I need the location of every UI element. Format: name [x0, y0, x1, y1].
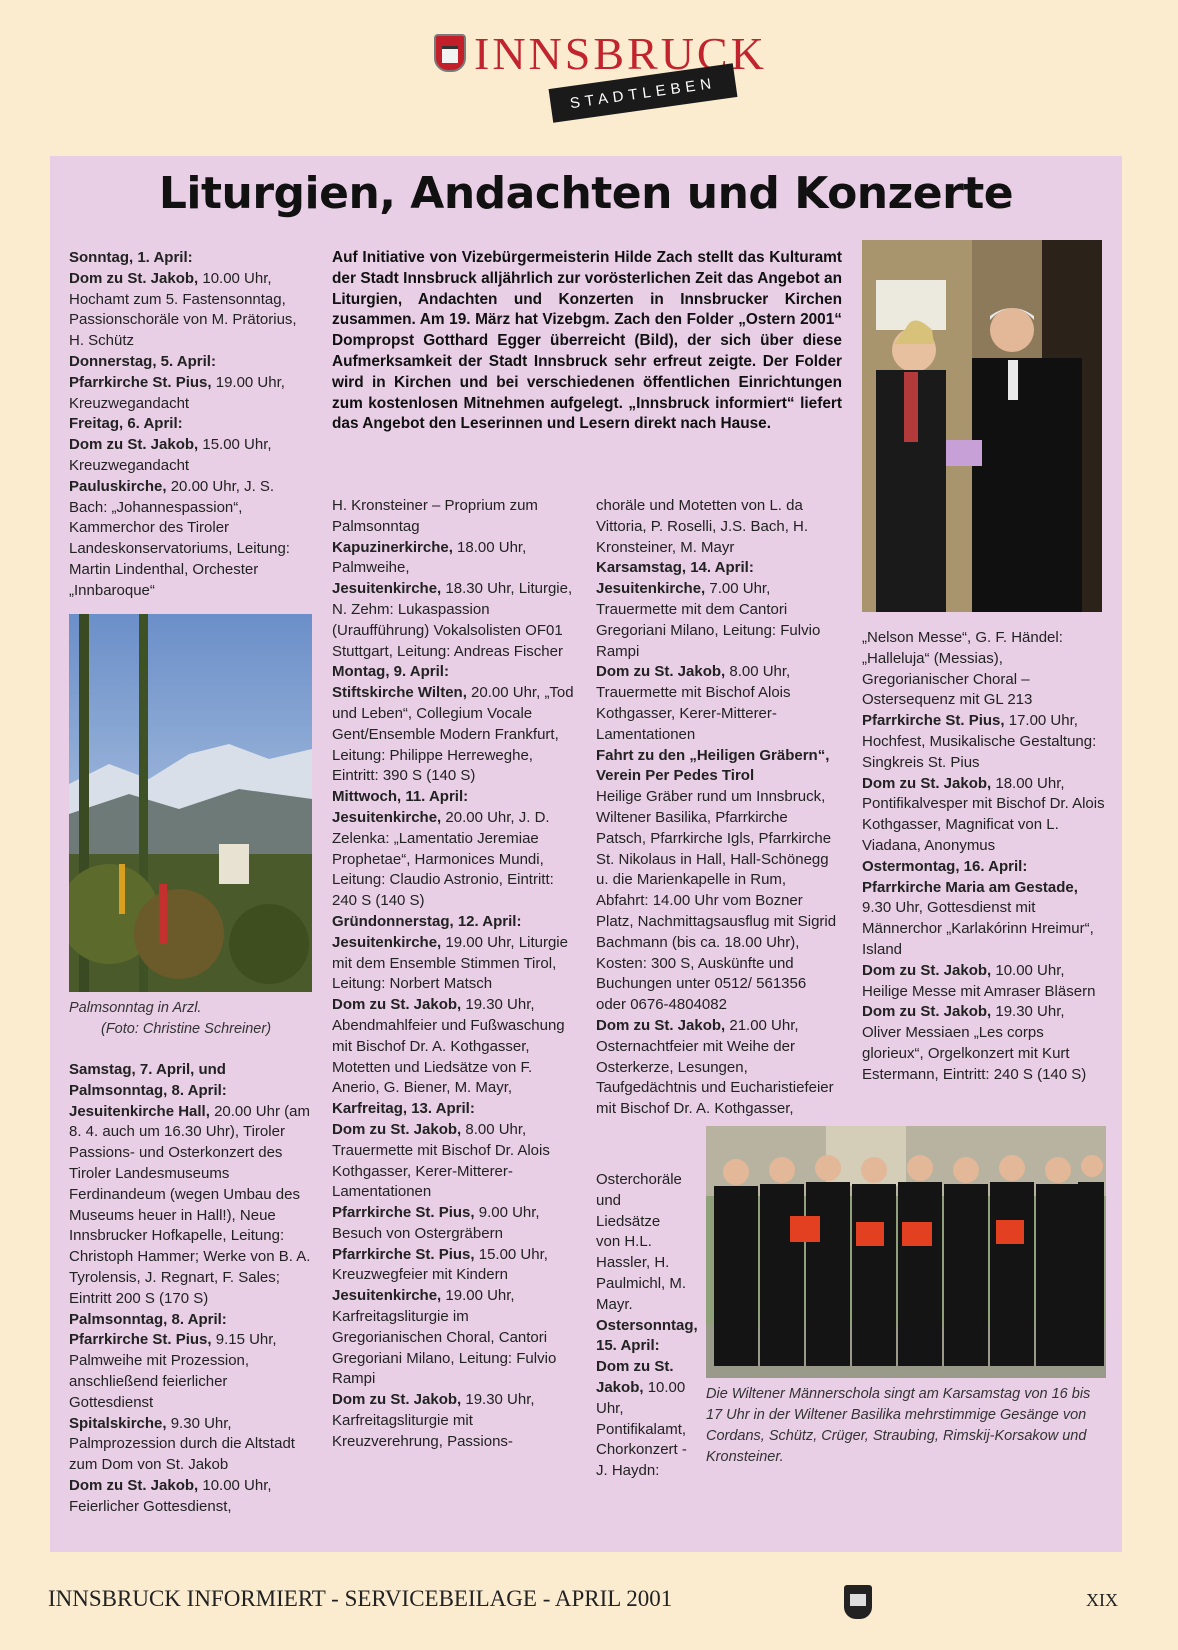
event-details: 19.30 Uhr, Oliver Messiaen „Les corps glorieux“, Orgelkonzert mit Kurt Estermann, Eintritt: 240 S (140 S)	[862, 1003, 1087, 1083]
event-entry	[332, 1203, 576, 1245]
innsbruck-crest-icon	[434, 34, 466, 72]
event-venue: Pfarrkirche St. Pius,	[69, 1331, 212, 1349]
event-entry	[69, 1060, 314, 1102]
event-entry	[596, 746, 840, 788]
event-venue: Dom zu St. Jakob,	[332, 1120, 462, 1138]
event-date: Sonntag, 1. April:	[69, 249, 193, 266]
event-details: 20.00 Uhr, „Tod und Leben“, Collegium Vocale Gent/Ensemble Modern Frankfurt, Leitung: Philippe Herreweghe, Eintritt: 390 S (140 S)	[332, 684, 574, 785]
event-details: Osterchoräle und Liedsätze von H.L. Hassler, H. Paulmichl, M. Mayr.	[596, 1171, 687, 1313]
event-entry	[332, 538, 576, 580]
event-details: 18.00 Uhr, Pontifikalvesper mit Bischof Dr. Alois Kothgasser, Magnificat von L. Viadana, Anonymus	[862, 774, 1105, 854]
event-entry	[332, 496, 576, 538]
palm-sunday-image-icon	[69, 614, 312, 992]
event-venue: Jesuitenkirche,	[332, 808, 442, 826]
event-entry	[862, 878, 1106, 961]
choir-image-icon	[706, 1126, 1106, 1378]
event-venue: Dom zu St. Jakob,	[596, 663, 726, 681]
event-date: Gründonnerstag, 12. April:	[332, 912, 522, 930]
event-entry	[332, 662, 576, 683]
event-venue: Dom zu St. Jakob,	[862, 961, 992, 979]
event-venue: Dom zu St. Jakob,	[862, 774, 992, 792]
event-details: 15.00 Uhr, Kreuzwegfeier mit Kindern	[332, 1245, 548, 1284]
column-3-narrow	[596, 1170, 698, 1482]
event-entry	[69, 269, 314, 352]
event-entry	[596, 1316, 698, 1358]
palm-sunday-caption	[69, 998, 314, 1040]
event-entry	[69, 414, 314, 435]
choir-caption: Die Wiltener Männerschola singt am Karsamstag von 16 bis 17 Uhr in der Wiltener Basilika mehrstimmige Gesänge von Cordans, Schütz, Crüger, Straubing, Rimskij-Korsakow und Kronsteiner.	[706, 1386, 1091, 1465]
event-entry	[69, 1330, 314, 1413]
event-date: Donnerstag, 5. April:	[69, 352, 216, 370]
event-details: 9.00 Uhr, Besuch von Ostergräbern	[332, 1204, 540, 1242]
article-headline: Liturgien, Andachten und Konzerte	[158, 168, 1014, 219]
event-venue: Pfarrkirche St. Pius,	[332, 1245, 475, 1263]
event-details: 19.00 Uhr, Karfreitagsliturgie im Gregorianischen Choral, Cantori Gregoriani Milano, Leitung: Fulvio Rampi	[332, 1287, 557, 1388]
event-entry	[596, 496, 840, 558]
event-details: 19.30 Uhr, Abendmahlfeier und Fußwaschung mit Bischof Dr. A. Kothgasser, Motetten und Liedsätze von F. Anerio, G. Biener, M. Mayr,	[332, 996, 565, 1097]
column-1-bottom	[69, 1060, 314, 1518]
event-details: 8.00 Uhr, Trauermette mit Bischof Alois Kothgasser, Kerer-Mitterer-Lamentationen	[596, 663, 791, 743]
event-entry	[596, 558, 840, 579]
event-venue: Kapuzinerkirche,	[332, 538, 453, 556]
event-venue: Jesuitenkirche,	[332, 1287, 442, 1305]
palm-caption-line-2: (Foto: Christine Schreiner)	[101, 1021, 272, 1037]
intro-paragraph: Auf Initiative von Vizebürgermeisterin Hilde Zach stellt das Kulturamt der Stadt Innsbruck alljährlich zur vorösterlichen Zeit das Angebot an Liturgien, Andachten und Konzerten in Innsbrucker Kirchen zusammen. Am 19. März hat Vizebgm. Zach den Folder „Ostern 2001“ Dompropst Gotthard Egger überreicht (Bild), der sich über diese Aufmerksamkeit der Stadt Innsbruck sehr erfreut zeigte. Der Folder wird in Kirchen und bei verschiedenen öffentlichen Einrichtungen zum kostenlosen Mitnehmen aufgelegt. „Innsbruck informiert“ liefert das Angebot den Leserinnen und Lesern direkt nach Hause.	[332, 249, 842, 433]
event-entry	[596, 787, 840, 1016]
event-venue: Dom zu St. Jakob,	[69, 1476, 199, 1494]
event-venue: Pfarrkirche St. Pius,	[862, 712, 1005, 730]
column-3-top	[596, 496, 840, 1120]
event-venue: Dom zu St. Jakob,	[596, 1358, 674, 1396]
event-venue: Dom zu St. Jakob,	[596, 1016, 726, 1034]
brand-title: INNSBRUCK	[474, 28, 767, 79]
event-entry	[332, 787, 576, 808]
event-details: 19.00 Uhr, Kreuzwegandacht	[69, 373, 285, 412]
event-date: Karfreitag, 13. April:	[332, 1100, 475, 1118]
event-entry	[332, 683, 576, 787]
column-2	[332, 496, 576, 1453]
event-entry	[332, 808, 576, 912]
event-venue: Pfarrkirche St. Pius,	[332, 1204, 475, 1222]
event-entry	[596, 1170, 688, 1316]
folder-handover-image-icon	[862, 240, 1102, 612]
event-date: Ostersonntag, 15. April:	[596, 1316, 698, 1355]
event-details: 9.30 Uhr, Palmprozession durch die Altstadt zum Dom von St. Jakob	[69, 1414, 295, 1474]
folder-handover-photo	[862, 240, 1102, 612]
event-entry	[69, 248, 314, 269]
choir-photo	[706, 1126, 1106, 1378]
event-venue: Jesuitenkirche,	[596, 580, 706, 598]
event-details: 10.00 Uhr, Heilige Messe mit Amraser Bläsern	[862, 961, 1096, 1000]
event-entry	[332, 1390, 576, 1452]
event-entry	[332, 1286, 576, 1390]
event-details: 21.00 Uhr, Osternachtfeier mit Weihe der Osterkerze, Lesungen, Taufgedächtnis und Eucharistiefeier mit Bischof Dr. A. Kothgasser,	[596, 1016, 834, 1118]
event-entry	[862, 774, 1106, 857]
event-entry	[69, 477, 314, 602]
event-entry	[862, 711, 1106, 773]
event-details: 10.00 Uhr, Feierlicher Gottesdienst,	[69, 1476, 272, 1515]
event-venue: Pfarrkirche St. Pius,	[69, 373, 212, 391]
event-entry	[69, 1310, 314, 1331]
event-entry	[596, 1016, 840, 1120]
event-venue: Jesuitenkirche,	[332, 933, 442, 951]
event-date: Mittwoch, 11. April:	[332, 788, 469, 806]
event-details: 20.00 Uhr, J. D. Zelenka: „Lamentatio Jeremiae Prophetae“, Harmonices Mundi, Leitung: Claudio Astronio, Eintritt: 240 S (140 S)	[332, 808, 554, 910]
event-details: choräle und Motetten von L. da Vittoria, P. Roselli, J.S. Bach, H. Kronsteiner, M. Mayr	[596, 497, 809, 556]
event-venue: Spitalskirche,	[69, 1414, 167, 1432]
event-details: 18.00 Uhr, Palmweihe,	[332, 538, 527, 577]
event-details: 10.00 Uhr, Pontifikalamt, Chorkonzert - J. Haydn:	[596, 1378, 687, 1480]
event-venue: Dom zu St. Jakob,	[332, 996, 462, 1014]
event-venue: Jesuitenkirche,	[332, 580, 442, 598]
event-venue: Dom zu St. Jakob,	[332, 1391, 462, 1409]
event-entry	[862, 628, 1106, 711]
event-venue: Dom zu St. Jakob,	[862, 1003, 992, 1021]
page-number: XIX	[1086, 1590, 1118, 1610]
event-details: 19.00 Uhr, Liturgie mit dem Ensemble Stimmen Tirol, Leitung: Norbert Matsch	[332, 933, 568, 993]
event-details: 8.00 Uhr, Trauermette mit Bischof Dr. Alois Kothgasser, Kerer-Mitterer-Lamentationen	[332, 1120, 550, 1201]
footer-publication: INNSBRUCK INFORMIERT - SERVICEBEILAGE - APRIL 2001	[48, 1586, 673, 1611]
event-entry	[596, 662, 840, 745]
event-entry	[332, 579, 576, 662]
column-4	[862, 628, 1106, 1086]
stadtleben-banner: STADTLEBEN	[549, 63, 738, 123]
event-details: 9.30 Uhr, Gottesdienst mit Männerchor „Karlakórinn Hreimur“, Island	[862, 899, 1094, 958]
event-details: 20.00 Uhr (am 8. 4. auch um 16.30 Uhr), Tiroler Passions- und Osterkonzert des Tiroler Landesmuseums Ferdinandeum (wegen Umbau des Museums heuer in Hall!), Neue Innsbrucker Hofkapelle, Leitung: Christoph Hammer; Werke von B. A. Tyrolensis, J. Regnart, F. Sales; Eintritt 200 S (170 S)	[69, 1102, 311, 1307]
event-entry	[332, 1099, 576, 1120]
event-entry	[69, 373, 314, 415]
event-entry	[862, 857, 1106, 878]
event-entry	[862, 1002, 1106, 1085]
event-details: 15.00 Uhr, Kreuzwegandacht	[69, 436, 272, 474]
footer-crest-icon	[844, 1585, 872, 1619]
event-details: 18.30 Uhr, Liturgie, N. Zehm: Lukaspassion (Uraufführung) Vokalsolisten OF01 Stuttgart, Leitung: Andreas Fischer	[332, 580, 573, 660]
event-entry	[69, 1476, 314, 1518]
event-details: 10.00 Uhr, Hochamt zum 5. Fastensonntag, Passionschoräle von M. Prätorius, H. Schütz	[69, 269, 297, 350]
event-date: Samstag, 7. April, und Palmsonntag, 8. April:	[69, 1061, 227, 1099]
event-entry	[69, 1102, 314, 1310]
event-venue: Pfarrkirche Maria am Gestade,	[862, 878, 1078, 896]
event-details: 7.00 Uhr, Trauermette mit dem Cantori Gregoriani Milano, Leitung: Fulvio Rampi	[596, 580, 821, 660]
event-venue: Jesuitenkirche Hall,	[69, 1102, 210, 1120]
event-details: H. Kronsteiner – Proprium zum Palmsonntag	[332, 497, 538, 535]
event-entry	[332, 1120, 576, 1203]
event-details: Heilige Gräber rund um Innsbruck, Wiltener Basilika, Pfarrkirche Patsch, Pfarrkirche Igls, Pfarrkirche St. Nikolaus in Hall, Hall-Schönegg u. die Marienkapelle in Rum, Abfahrt: 14.00 Uhr vom Bozner Platz, Nachmittagsausflug mit Sigrid Bachmann (bis ca. 18.00 Uhr), Kosten: 300 S, Auskünfte und Buchungen unter 0512/ 561356 oder 0676-4804082	[596, 788, 837, 1014]
event-date: Ostermontag, 16. April:	[862, 857, 1028, 875]
event-venue: Dom zu St. Jakob,	[69, 436, 199, 454]
event-date: Karsamstag, 14. April:	[596, 559, 754, 577]
event-entry	[69, 1414, 314, 1476]
palm-sunday-photo	[69, 614, 312, 992]
masthead	[0, 28, 1178, 118]
palm-caption-line-1: Palmsonntag in Arzl.	[69, 1000, 202, 1016]
event-date: Montag, 9. April:	[332, 663, 449, 681]
event-date: Freitag, 6. April:	[69, 415, 183, 433]
event-entry	[862, 961, 1106, 1003]
event-venue: Fahrt zu den „Heiligen Gräbern“, Verein Per Pedes Tirol	[596, 746, 830, 785]
event-venue: Dom zu St. Jakob,	[69, 269, 199, 287]
event-venue: Stiftskirche Wilten,	[332, 684, 467, 702]
event-entry	[69, 352, 314, 373]
event-entry	[332, 995, 576, 1099]
event-details: 9.15 Uhr, Palmweihe mit Prozession, anschließend feierlicher Gottesdienst	[69, 1331, 277, 1411]
event-details: „Nelson Messe“, G. F. Händel: „Halleluja“ (Messias), Gregorianischer Choral – Ostersequenz mit GL 213	[862, 629, 1063, 709]
event-details: 20.00 Uhr, J. S. Bach: „Johannespassion“, Kammerchor des Tiroler Landeskonservatoriums, Leitung: Martin Lindenthal, Orchester „Innbaroque“	[69, 477, 290, 599]
event-entry	[332, 933, 576, 995]
event-date: Palmsonntag, 8. April:	[69, 1310, 227, 1328]
article-panel	[50, 156, 1122, 1552]
event-entry	[596, 579, 840, 662]
event-entry	[596, 1357, 688, 1482]
event-details: 19.30 Uhr, Karfreitagsliturgie mit Kreuzverehrung, Passions-	[332, 1391, 535, 1450]
column-1-top	[69, 248, 314, 602]
event-details: 17.00 Uhr, Hochfest, Musikalische Gestaltung: Singkreis St. Pius	[862, 712, 1097, 771]
event-entry	[332, 912, 576, 933]
event-entry	[332, 1245, 576, 1287]
event-venue: Pauluskirche,	[69, 477, 167, 495]
event-entry	[69, 435, 314, 477]
